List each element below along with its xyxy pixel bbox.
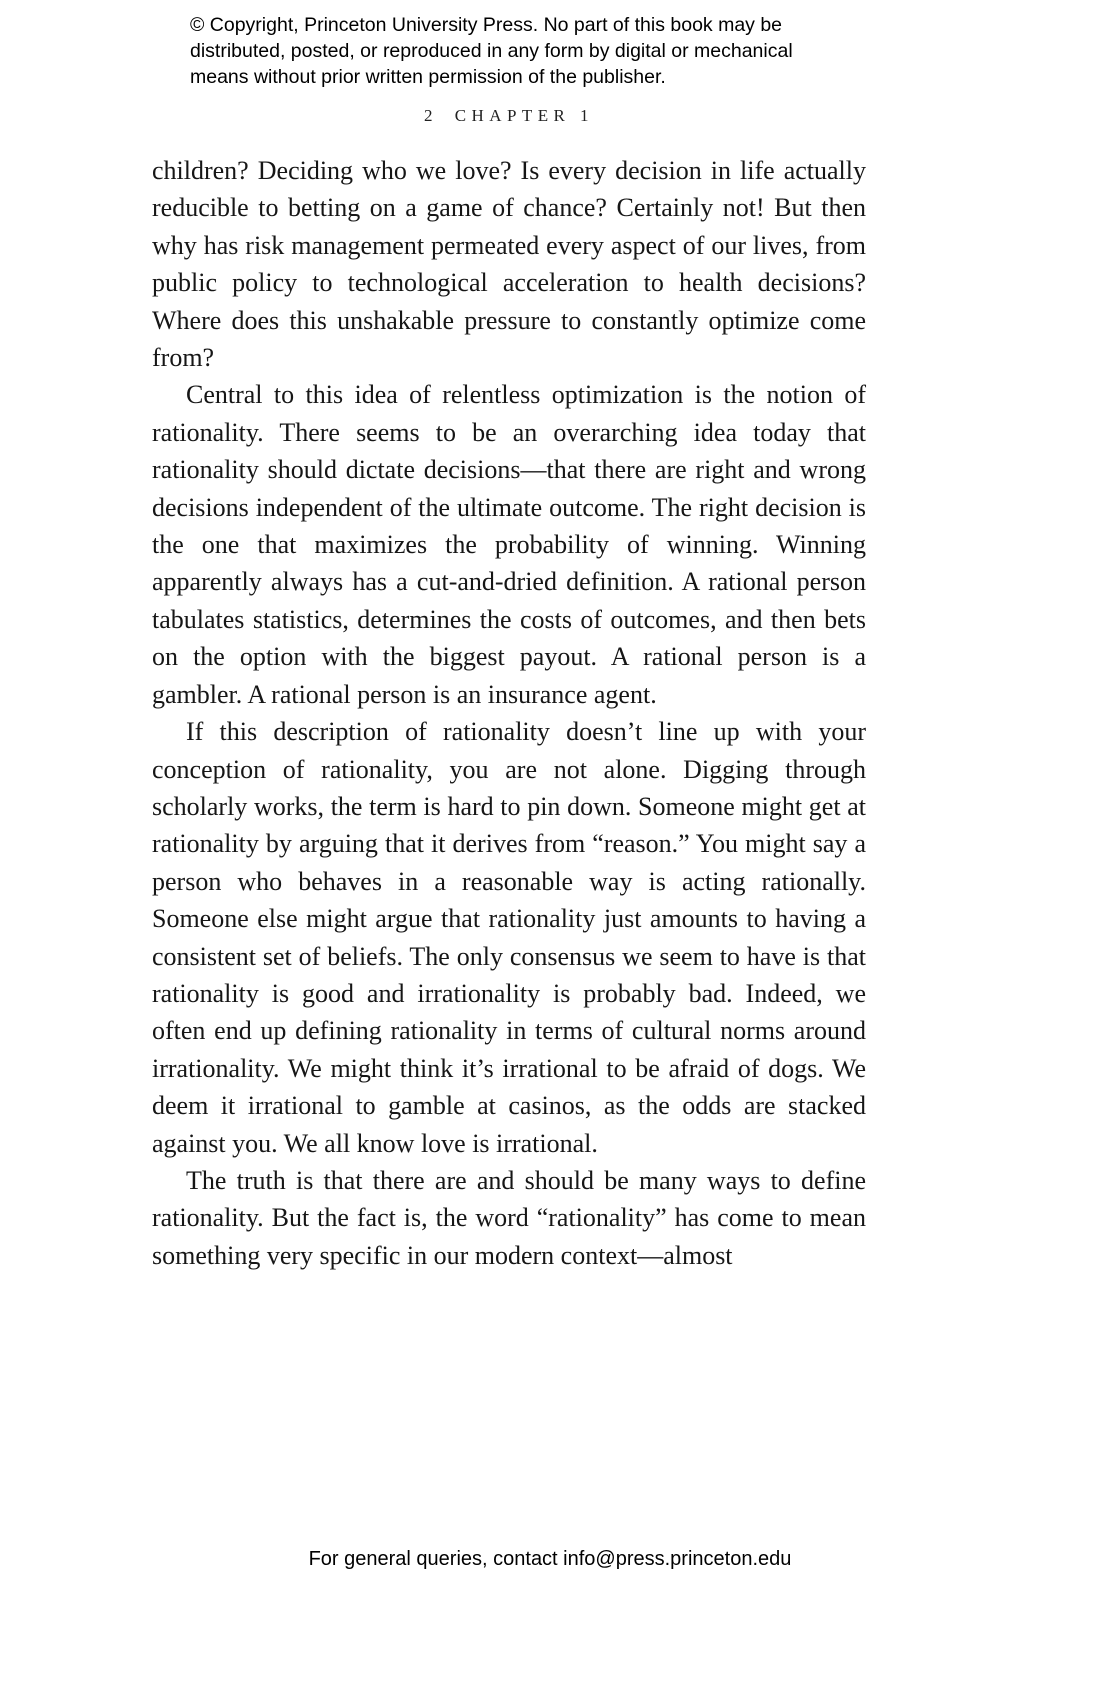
chapter-header (152, 106, 866, 126)
paragraph: The truth is that there are and should be many ways to define rationality. But the fact is, the word “rationality” has come to mean something very specific in our modern context—almost (152, 1165, 866, 1270)
body-text (152, 152, 866, 1274)
paragraph: Central to this idea of relentless optimization is the notion of rationality. There seems to be an overarching idea today that rationality should dictate decisions—that there are right and wrong decisions independent of the ultimate outcome. The right decision is the one that maximizes the probability of winning. Winning apparently always has a cut-and-dried definition. A rational person tabulates statistics, determines the costs of outcomes, and then bets on the option with the biggest payout. A rational person is a gambler. A rational person is an insurance agent. (152, 380, 866, 709)
copyright-notice: © Copyright, Princeton University Press. No part of this book may be distributed, posted, or reproduced in any form by digital or mechanical means without prior written permission of the publisher. (190, 14, 793, 88)
paragraph: children? Deciding who we love? Is every decision in life actually reducible to betting on a game of chance? Certainly not! But then why has risk management permeated every aspect of our lives, from public policy to technological acceleration to health decisions? Where does this unshakable pressure to constantly optimize come from? (152, 156, 866, 373)
chapter-label: CHAPTER 1 (454, 106, 594, 125)
paragraph: If this description of rationality doesn’t line up with your conception of rationality, you are not alone. Digging through scholarly works, the term is hard to pin down. Someone might get at rationality by arguing that it derives from “reason.” You might say a person who behaves in a reasonable way is acting rationally. Someone else might argue that rationality just amounts to having a consistent set of beliefs. The only consensus we seem to have is that rationality is good and irrationality is probably bad. Indeed, we often end up defining rationality in terms of cultural norms around irrationality. We might think it’s irrational to be afraid of dogs. We deem it irrational to gamble at casinos, as the odds are stacked against you. We all know love is irrational. (152, 717, 866, 1158)
footer-contact-line: For general queries, contact info@press.princeton.edu (308, 1548, 792, 1570)
page-number: 2 (424, 106, 437, 125)
